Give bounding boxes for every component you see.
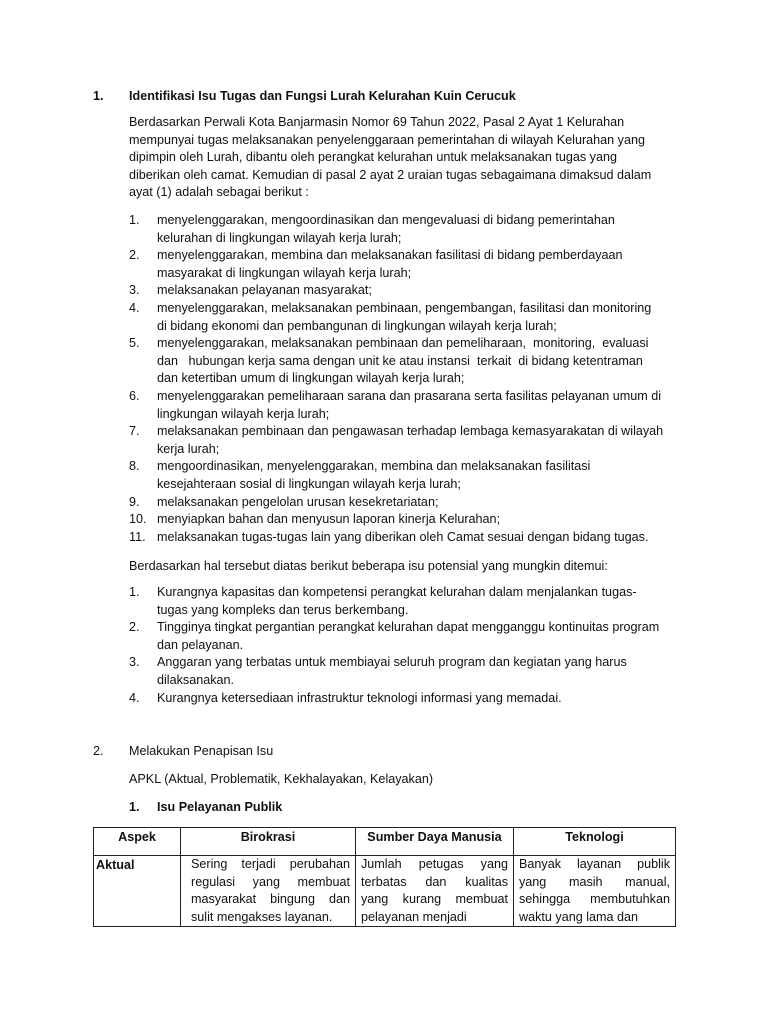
list-item bbox=[129, 619, 677, 654]
list-number: 3. bbox=[129, 283, 140, 298]
list-item-text: kelurahan di lingkungan wilayah kerja lurah; bbox=[157, 230, 402, 245]
list-item-text: Kurangnya kapasitas dan kompetensi perangkat kelurahan dalam menjalankan tugas- bbox=[157, 585, 637, 599]
cell-birokrasi: Sering terjadi perubahan regulasi yang membuat masyarakat bingung dan sulit mengakses layanan. bbox=[181, 856, 356, 927]
issues-list bbox=[129, 584, 677, 707]
list-item-text: kerja lurah; bbox=[157, 441, 220, 456]
list-item-text: dan pelayanan. bbox=[157, 637, 244, 652]
list-item-text: Anggaran yang terbatas untuk membiayai seluruh program dan kegiatan yang harus bbox=[157, 655, 627, 670]
list-item bbox=[129, 690, 677, 708]
list-number: 1. bbox=[129, 213, 140, 227]
list-item-text: menyelenggarakan, mengoordinasikan dan mengevaluasi di bidang pemerintahan bbox=[157, 213, 615, 227]
list-item bbox=[129, 335, 677, 388]
list-item-text: dilaksanakan. bbox=[157, 672, 235, 687]
list-item-text: mengoordinasikan, menyelenggarakan, membina dan melaksanakan fasilitasi bbox=[157, 459, 591, 474]
list-item-text: dan hubungan kerja sama dengan unit ke atau instansi terkait di bidang ketentraman bbox=[157, 353, 643, 368]
intro-line: mempunyai tugas melaksanakan penyelenggaraan pemerintahan di wilayah Kelurahan yang bbox=[129, 132, 645, 147]
cell-teknologi: Banyak layanan publik yang masih manual, sehingga membutuhkan waktu yang lama dan bbox=[514, 856, 676, 927]
section-2-number: 2. bbox=[93, 744, 104, 758]
intro-line: dipimpin oleh Lurah, dibantu oleh perangkat kelurahan untuk melaksanakan tugas yang bbox=[129, 150, 617, 165]
section-2-subtitle: APKL (Aktual, Problematik, Kekhalayakan, Kelayakan) bbox=[129, 772, 434, 786]
list-item-text: melaksanakan tugas-tugas lain yang diberikan oleh Camat sesuai dengan bidang tugas. bbox=[157, 529, 649, 544]
intro-paragraph bbox=[129, 114, 677, 202]
list-item-text: menyelenggarakan, melaksanakan pembinaan dan pemeliharaan, monitoring, evaluasi bbox=[157, 336, 649, 351]
list-item bbox=[129, 529, 677, 547]
list-item bbox=[129, 494, 677, 512]
list-item-text: melaksanakan pelayanan masyarakat; bbox=[157, 283, 372, 298]
tasks-list bbox=[129, 212, 677, 546]
list-item bbox=[129, 300, 677, 335]
list-item bbox=[129, 423, 677, 458]
intro-line: Berdasarkan Perwali Kota Banjarmasin Nomor 69 Tahun 2022, Pasal 2 Ayat 1 Kelurahan bbox=[129, 115, 625, 129]
list-item bbox=[129, 388, 677, 423]
list-item-text: melaksanakan pembinaan dan pengawasan terhadap lembaga kemasyarakatan di wilayah bbox=[157, 424, 664, 439]
intro-line: diberikan oleh camat. Kemudian di pasal 2 ayat 2 uraian tugas sebagaimana dimaksud dalam bbox=[129, 167, 652, 182]
column-header-sdm: Sumber Daya Manusia bbox=[356, 828, 514, 856]
list-item bbox=[129, 511, 677, 529]
cell-sdm: Jumlah petugas yang terbatas dan kualitas yang kurang membuat pelayanan menjadi bbox=[356, 856, 514, 927]
column-header-teknologi: Teknologi bbox=[514, 828, 676, 856]
table-row bbox=[94, 856, 676, 927]
list-number: 2. bbox=[129, 248, 140, 263]
list-item-text: menyelenggarakan pemeliharaan sarana dan prasarana serta fasilitas pelayanan umum di bbox=[157, 388, 662, 403]
list-item-text: tugas yang kompleks dan terus berkembang. bbox=[157, 602, 409, 617]
cell-aspect: Aktual bbox=[94, 856, 181, 927]
subsection-title: Isu Pelayanan Publik bbox=[157, 800, 283, 814]
section-1-number: 1. bbox=[93, 89, 104, 103]
list-number: 5. bbox=[129, 336, 140, 351]
list-item bbox=[129, 654, 677, 689]
list-item-text: Tingginya tingkat pergantian perangkat kelurahan dapat mengganggu kontinuitas program bbox=[157, 620, 660, 635]
list-number: 1. bbox=[129, 585, 140, 599]
list-number: 4. bbox=[129, 300, 140, 315]
apkl-table bbox=[93, 827, 676, 927]
list-item-text: masyarakat di lingkungan wilayah kerja lurah; bbox=[157, 265, 412, 280]
list-item bbox=[129, 247, 677, 282]
list-item bbox=[129, 212, 677, 247]
issues-intro: Berdasarkan hal tersebut diatas berikut beberapa isu potensial yang mungkin ditemui: bbox=[129, 559, 608, 573]
section-1-title: Identifikasi Isu Tugas dan Fungsi Lurah Kelurahan Kuin Cerucuk bbox=[129, 89, 516, 103]
list-number: 8. bbox=[129, 459, 140, 474]
list-item-text: kesejahteraan sosial di lingkungan wilayah kerja lurah; bbox=[157, 476, 461, 491]
column-header-aspek: Aspek bbox=[94, 828, 181, 856]
column-header-birokrasi: Birokrasi bbox=[181, 828, 356, 856]
list-item-text: melaksanakan pengelolan urusan kesekretariatan; bbox=[157, 494, 439, 509]
list-number: 3. bbox=[129, 655, 140, 670]
intro-line: ayat (1) adalah sebagai berikut : bbox=[129, 185, 309, 200]
list-item bbox=[129, 282, 677, 300]
list-item-text: dan ketertiban umum di lingkungan wilayah kerja lurah; bbox=[157, 371, 465, 386]
list-item-text: menyiapkan bahan dan menyusun laporan kinerja Kelurahan; bbox=[157, 512, 501, 527]
subsection-number: 1. bbox=[129, 800, 140, 814]
list-item-text: menyelenggarakan, membina dan melaksanakan fasilitasi di bidang pemberdayaan bbox=[157, 248, 623, 263]
list-number: 10. bbox=[129, 512, 147, 527]
list-number: 4. bbox=[129, 690, 140, 705]
list-item-text: menyelenggarakan, melaksanakan pembinaan, pengembangan, fasilitasi dan monitoring bbox=[157, 300, 652, 315]
list-item-text: di bidang ekonomi dan pembangunan di lingkungan wilayah kerja lurah; bbox=[157, 318, 557, 333]
list-item-text: lingkungan wilayah kerja lurah; bbox=[157, 406, 330, 421]
list-item bbox=[129, 584, 677, 619]
table-header-row bbox=[94, 828, 676, 856]
section-2-title: Melakukan Penapisan Isu bbox=[129, 744, 274, 758]
list-number: 7. bbox=[129, 424, 140, 439]
list-item-text: Kurangnya ketersediaan infrastruktur teknologi informasi yang memadai. bbox=[157, 690, 562, 705]
list-number: 2. bbox=[129, 620, 140, 635]
list-number: 11. bbox=[129, 529, 146, 544]
list-number: 9. bbox=[129, 494, 140, 509]
list-item bbox=[129, 458, 677, 493]
list-number: 6. bbox=[129, 388, 140, 403]
